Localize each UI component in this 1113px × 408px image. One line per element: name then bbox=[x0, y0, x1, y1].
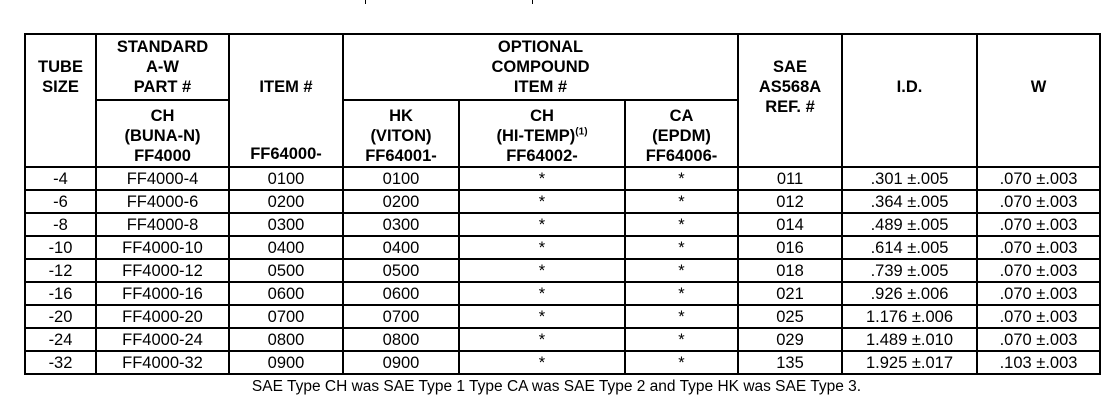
table-cell: .739 ±.005 bbox=[842, 259, 977, 282]
header-line: FF64000- bbox=[250, 145, 322, 163]
table-cell: 0500 bbox=[343, 259, 459, 282]
header-line: (BUNA-N) bbox=[124, 127, 201, 145]
table-cell: FF4000-32 bbox=[96, 351, 229, 374]
table-cell: 018 bbox=[738, 259, 842, 282]
table-cell: 025 bbox=[738, 305, 842, 328]
header-line: AS568A bbox=[758, 78, 822, 96]
table-cell: 0200 bbox=[343, 190, 459, 213]
table-cell: -8 bbox=[25, 213, 96, 236]
table-cell: * bbox=[459, 167, 625, 190]
table-cell: -16 bbox=[25, 282, 96, 305]
table-cell: FF4000-10 bbox=[96, 236, 229, 259]
header-tube-size bbox=[25, 34, 96, 167]
table-cell: FF4000-16 bbox=[96, 282, 229, 305]
table-cell: * bbox=[625, 167, 738, 190]
table-cell: * bbox=[459, 282, 625, 305]
header-line: COMPOUND bbox=[491, 58, 590, 76]
table-cell: * bbox=[459, 305, 625, 328]
header-line: FF4000 bbox=[134, 147, 191, 165]
table-cell: * bbox=[625, 351, 738, 374]
header-line: PART # bbox=[133, 78, 192, 96]
table-cell: 0800 bbox=[229, 328, 343, 351]
table-cell: 0800 bbox=[343, 328, 459, 351]
header-id: I.D. bbox=[842, 34, 977, 167]
table-cell: * bbox=[625, 328, 738, 351]
table-cell: 014 bbox=[738, 213, 842, 236]
header-ca bbox=[625, 100, 738, 167]
table-cell: * bbox=[459, 328, 625, 351]
header-item bbox=[229, 34, 343, 167]
table-cell: -10 bbox=[25, 236, 96, 259]
table-cell: 0400 bbox=[229, 236, 343, 259]
table-cell: -20 bbox=[25, 305, 96, 328]
table-cell: .103 ±.003 bbox=[977, 351, 1100, 374]
header-line: FF64001- bbox=[365, 147, 437, 165]
table-cell: 0600 bbox=[229, 282, 343, 305]
header-line: CH bbox=[150, 107, 175, 125]
header-text: (HI-TEMP) bbox=[496, 127, 576, 145]
table-cell: .301 ±.005 bbox=[842, 167, 977, 190]
footnote-ref: (1) bbox=[575, 126, 588, 138]
header-line: ITEM # bbox=[259, 78, 313, 96]
header-line: (EPDM) bbox=[652, 127, 711, 145]
table-cell: -12 bbox=[25, 259, 96, 282]
table-cell: 029 bbox=[738, 328, 842, 351]
header-line: REF. # bbox=[765, 98, 815, 116]
table-cell: 0900 bbox=[229, 351, 343, 374]
table-cell: .926 ±.006 bbox=[842, 282, 977, 305]
table-cell: -32 bbox=[25, 351, 96, 374]
table-cell: .070 ±.003 bbox=[977, 190, 1100, 213]
header-w: W bbox=[977, 34, 1100, 167]
table-cell: .364 ±.005 bbox=[842, 190, 977, 213]
table-cell: 0700 bbox=[229, 305, 343, 328]
page-mark bbox=[532, 0, 533, 4]
table-cell: FF4000-4 bbox=[96, 167, 229, 190]
header-line: ITEM # bbox=[513, 78, 568, 96]
header-standard-ch bbox=[96, 100, 229, 167]
table-row bbox=[25, 328, 1100, 351]
table-cell: .070 ±.003 bbox=[977, 305, 1100, 328]
table-cell: FF4000-12 bbox=[96, 259, 229, 282]
table-cell: * bbox=[625, 282, 738, 305]
table-cell: 0100 bbox=[343, 167, 459, 190]
table-cell: * bbox=[625, 213, 738, 236]
header-ch-hitemp bbox=[459, 100, 625, 167]
header-optional-compound bbox=[343, 34, 738, 100]
table-row bbox=[25, 213, 1100, 236]
table-cell: 0300 bbox=[229, 213, 343, 236]
table-cell: 135 bbox=[738, 351, 842, 374]
table-cell: * bbox=[459, 351, 625, 374]
table-cell: 0700 bbox=[343, 305, 459, 328]
table-cell: .070 ±.003 bbox=[977, 213, 1100, 236]
table-cell: * bbox=[625, 190, 738, 213]
page-mark bbox=[365, 0, 366, 4]
header-hk bbox=[343, 100, 459, 167]
table-row bbox=[25, 236, 1100, 259]
table-cell: FF4000-20 bbox=[96, 305, 229, 328]
table-cell: * bbox=[459, 236, 625, 259]
table-cell: * bbox=[459, 190, 625, 213]
table-cell: * bbox=[625, 305, 738, 328]
table-cell: 0100 bbox=[229, 167, 343, 190]
table-cell: 0600 bbox=[343, 282, 459, 305]
table-cell: * bbox=[625, 236, 738, 259]
table-row bbox=[25, 259, 1100, 282]
header-line: (VITON) bbox=[370, 127, 432, 145]
table-row bbox=[25, 305, 1100, 328]
table-cell: -24 bbox=[25, 328, 96, 351]
header-line: TUBE bbox=[38, 58, 83, 76]
table-cell: 1.176 ±.006 bbox=[842, 305, 977, 328]
table-cell: 0400 bbox=[343, 236, 459, 259]
table-cell: -4 bbox=[25, 167, 96, 190]
table-row bbox=[25, 351, 1100, 374]
table-cell: FF4000-8 bbox=[96, 213, 229, 236]
oring-spec-table bbox=[24, 33, 1101, 375]
table-cell: 011 bbox=[738, 167, 842, 190]
table-cell: 1.925 ±.017 bbox=[842, 351, 977, 374]
header-line: CA bbox=[669, 107, 694, 125]
header-line: A-W bbox=[146, 58, 179, 76]
table-row bbox=[25, 167, 1100, 190]
header-line bbox=[460, 126, 624, 146]
footnote: SAE Type CH was SAE Type 1 Type CA was SAE Type 2 and Type HK was SAE Type 3. bbox=[251, 378, 862, 395]
table-cell: FF4000-24 bbox=[96, 328, 229, 351]
table-cell: -6 bbox=[25, 190, 96, 213]
header-line: STANDARD bbox=[116, 38, 209, 56]
table-cell: 0900 bbox=[343, 351, 459, 374]
table-cell: .489 ±.005 bbox=[842, 213, 977, 236]
table-cell: .070 ±.003 bbox=[977, 167, 1100, 190]
header-line: HK bbox=[389, 107, 413, 125]
table-cell: 016 bbox=[738, 236, 842, 259]
table-cell: 0500 bbox=[229, 259, 343, 282]
table-cell: .070 ±.003 bbox=[977, 259, 1100, 282]
table-cell: 0200 bbox=[229, 190, 343, 213]
header-line: FF64006- bbox=[645, 147, 718, 165]
table-cell: .070 ±.003 bbox=[977, 328, 1100, 351]
table-cell: * bbox=[459, 259, 625, 282]
table-cell: .070 ±.003 bbox=[977, 282, 1100, 305]
table-cell: FF4000-6 bbox=[96, 190, 229, 213]
header-line: FF64002- bbox=[506, 147, 578, 165]
header-line: SIZE bbox=[42, 78, 79, 96]
table-cell: * bbox=[459, 213, 625, 236]
table-cell: 1.489 ±.010 bbox=[842, 328, 977, 351]
table-cell: 012 bbox=[738, 190, 842, 213]
table-cell: .614 ±.005 bbox=[842, 236, 977, 259]
table-row bbox=[25, 282, 1100, 305]
header-line: OPTIONAL bbox=[497, 38, 584, 56]
header-line: SAE bbox=[773, 58, 807, 76]
table-cell: .070 ±.003 bbox=[977, 236, 1100, 259]
table-row bbox=[25, 190, 1100, 213]
table-cell: 0300 bbox=[343, 213, 459, 236]
header-sae-ref bbox=[738, 34, 842, 167]
header-standard bbox=[96, 34, 229, 100]
table-cell: * bbox=[625, 259, 738, 282]
header-line: CH bbox=[530, 107, 554, 125]
table-cell: 021 bbox=[738, 282, 842, 305]
